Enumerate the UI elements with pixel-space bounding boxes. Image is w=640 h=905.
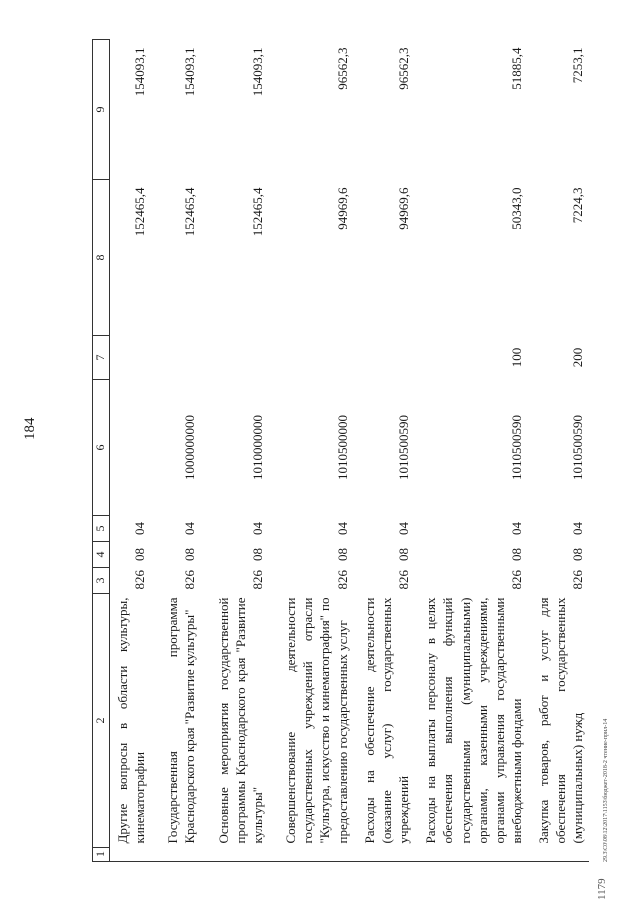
budget-table-wrapper [92,39,589,862]
row-expense-type-cell [268,336,353,380]
row-amount-2019-cell: 50343,0 [508,187,524,230]
row-name-cell: Государственная программа Краснодарского края "Развитие культуры" [165,597,198,844]
row-target-article-cell: 1010500590 [508,415,524,480]
table-header-row [93,40,110,862]
table-row [353,40,414,862]
header-col-7: 7 [93,336,110,380]
row-code-cell: 826 [249,570,265,590]
row-index-cell [201,848,268,862]
table-row [150,40,200,862]
row-amount-2020-cell: 154093,1 [182,47,198,97]
row-amount-2020-cell: 154093,1 [132,47,148,97]
budget-table [92,39,589,862]
row-section-cell: 08 [334,548,350,561]
row-name-cell: Расходы на выплаты персоналу в целях обеспечения выполнения функций государственными (муниципальными) органами, казенными учреждениями, органами управления государственными внебюджетными фондами [423,597,524,844]
row-code-cell: 826 [132,570,148,590]
row-expense-type-cell: 100 [508,347,524,368]
row-section-cell: 08 [396,548,412,561]
row-subsection-cell: 04 [132,522,148,535]
row-amount-2020-cell: 96562,3 [396,47,412,90]
corner-number: 1179 [596,878,608,900]
table-row [527,40,588,862]
header-col-3: 3 [93,568,110,594]
header-col-5: 5 [93,516,110,542]
header-col-2: 2 [93,594,110,848]
row-expense-type-cell [201,336,268,380]
row-name-cell: Расходы на обеспечение деятельности (оказание услуг) государственных учреждений [361,597,412,844]
row-target-article-cell: 1010500000 [334,415,350,480]
row-amount-2019-cell: 152465,4 [249,187,265,237]
row-index-cell [527,848,588,862]
table-row [110,40,151,862]
row-section-cell: 08 [182,548,198,561]
row-subsection-cell: 04 [508,522,524,535]
row-subsection-cell: 04 [249,522,265,535]
row-expense-type-cell: 200 [570,347,586,368]
row-code-cell: 826 [570,570,586,590]
table-row [268,40,353,862]
row-amount-2019-cell: 94969,6 [396,187,412,230]
row-target-article-cell: 1010500590 [396,415,412,480]
row-name-cell: Основные мероприятия государственной программы Краснодарского края "Развитие культуры" [215,597,265,844]
header-col-6: 6 [93,380,110,516]
row-code-cell: 826 [334,570,350,590]
row-section-cell: 08 [132,548,148,561]
row-expense-type-cell [353,336,414,380]
row-expense-type-cell [150,336,200,380]
header-col-1: 1 [93,848,110,862]
row-amount-2020-cell: 96562,3 [334,47,350,90]
row-amount-2020-cell: 7253,1 [570,47,586,84]
row-code-cell: 826 [182,570,198,590]
header-col-4: 4 [93,542,110,568]
row-index-cell [414,848,527,862]
row-name-cell: Закупка товаров, работ и услуг для обеспечения государственных (муниципальных) нужд [536,597,586,844]
row-expense-type-cell [110,336,151,380]
row-code-cell: 826 [508,570,524,590]
page-number: 184 [22,417,38,440]
row-index-cell [110,848,151,862]
row-subsection-cell: 04 [570,522,586,535]
row-amount-2020-cell: 51885,4 [508,47,524,90]
row-index-cell [353,848,414,862]
row-section-cell: 08 [570,548,586,561]
row-index-cell [268,848,353,862]
header-col-9: 9 [93,40,110,180]
row-section-cell: 08 [508,548,524,561]
row-subsection-cell: 04 [182,522,198,535]
table-row [414,40,527,862]
row-subsection-cell: 04 [396,522,412,535]
row-code-cell: 826 [396,570,412,590]
row-target-article-cell: 1010500590 [570,415,586,480]
row-target-article-cell [110,380,151,516]
row-amount-2019-cell: 152465,4 [132,187,148,237]
table-row [201,40,268,862]
row-amount-2020-cell: 154093,1 [249,47,265,97]
footer-path: 29.3\С0\08\12\2017\1153\бюджет-2018-2 чтение-прил-14 [603,718,609,862]
row-target-article-cell: 1010000000 [249,415,265,480]
row-name-cell: Другие вопросы в области культуры, кинематографии [115,597,148,844]
row-amount-2019-cell: 94969,6 [334,187,350,230]
row-amount-2019-cell: 152465,4 [182,187,198,237]
row-index-cell [150,848,200,862]
row-subsection-cell: 04 [334,522,350,535]
row-section-cell: 08 [249,548,265,561]
row-name-cell: Совершенствование деятельности государственных учреждений отрасли "Культура, искусство и кинематография" по предоставлению государственных услуг [283,597,350,844]
row-target-article-cell: 1000000000 [182,415,198,480]
row-amount-2019-cell: 7224,3 [570,187,586,224]
header-col-8: 8 [93,180,110,336]
